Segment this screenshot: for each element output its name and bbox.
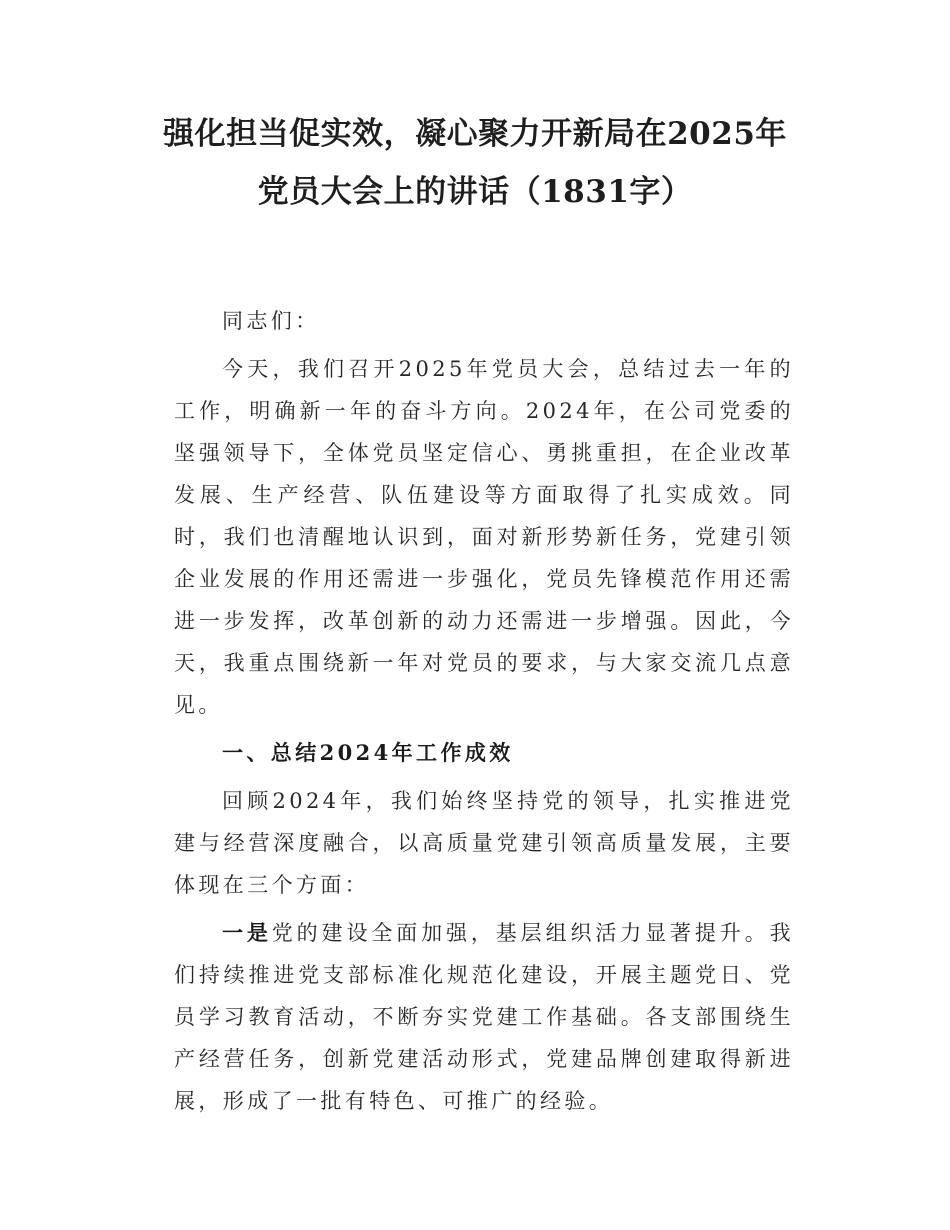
section-heading-1: 一、总结2024年工作成效 bbox=[222, 740, 514, 765]
paragraph-intro: 今天，我们召开2025年党员大会，总结过去一年的工作，明确新一年的奋斗方向。2024年，在公司党委的坚强领导下，全体党员坚定信心、勇挑重担，在企业改革发展、生产经营、队伍建设等方面取得了扎实成效。同时，我们也清醒地认识到，面对新形势新任务，党建引领企业发展的作用还需进一步强化，党员先锋模范作用还需进一步发挥，改革创新的动力还需进一步增强。因此，今天，我重点围绕新一年对党员的要求，与大家交流几点意见。 bbox=[174, 357, 794, 717]
greeting: 同志们： bbox=[222, 309, 320, 333]
document-title-line-2: 党员大会上的讲话（1831字） bbox=[257, 174, 693, 210]
point-text: 党的建设全面加强，基层组织活力显著提升。我们持续推进党支部标准化规范化建设，开展主题党日、党员学习教育活动，不断夯实党建工作基础。各支部围绕生产经营任务，创新党建活动形式，党建品牌创建取得新进展，形成了一批有特色、可推广的经验。 bbox=[174, 921, 794, 1113]
document-title-line-1: 强化担当促实效，凝心聚力开新局在2025年 bbox=[163, 116, 787, 152]
document-body bbox=[174, 300, 794, 1128]
paragraph-review: 回顾2024年，我们始终坚持党的领导，扎实推进党建与经营深度融合，以高质量党建引领高质量发展，主要体现在三个方面： bbox=[174, 789, 794, 897]
point-lead: 一是 bbox=[222, 920, 272, 945]
paragraph-point-one bbox=[174, 912, 794, 1122]
